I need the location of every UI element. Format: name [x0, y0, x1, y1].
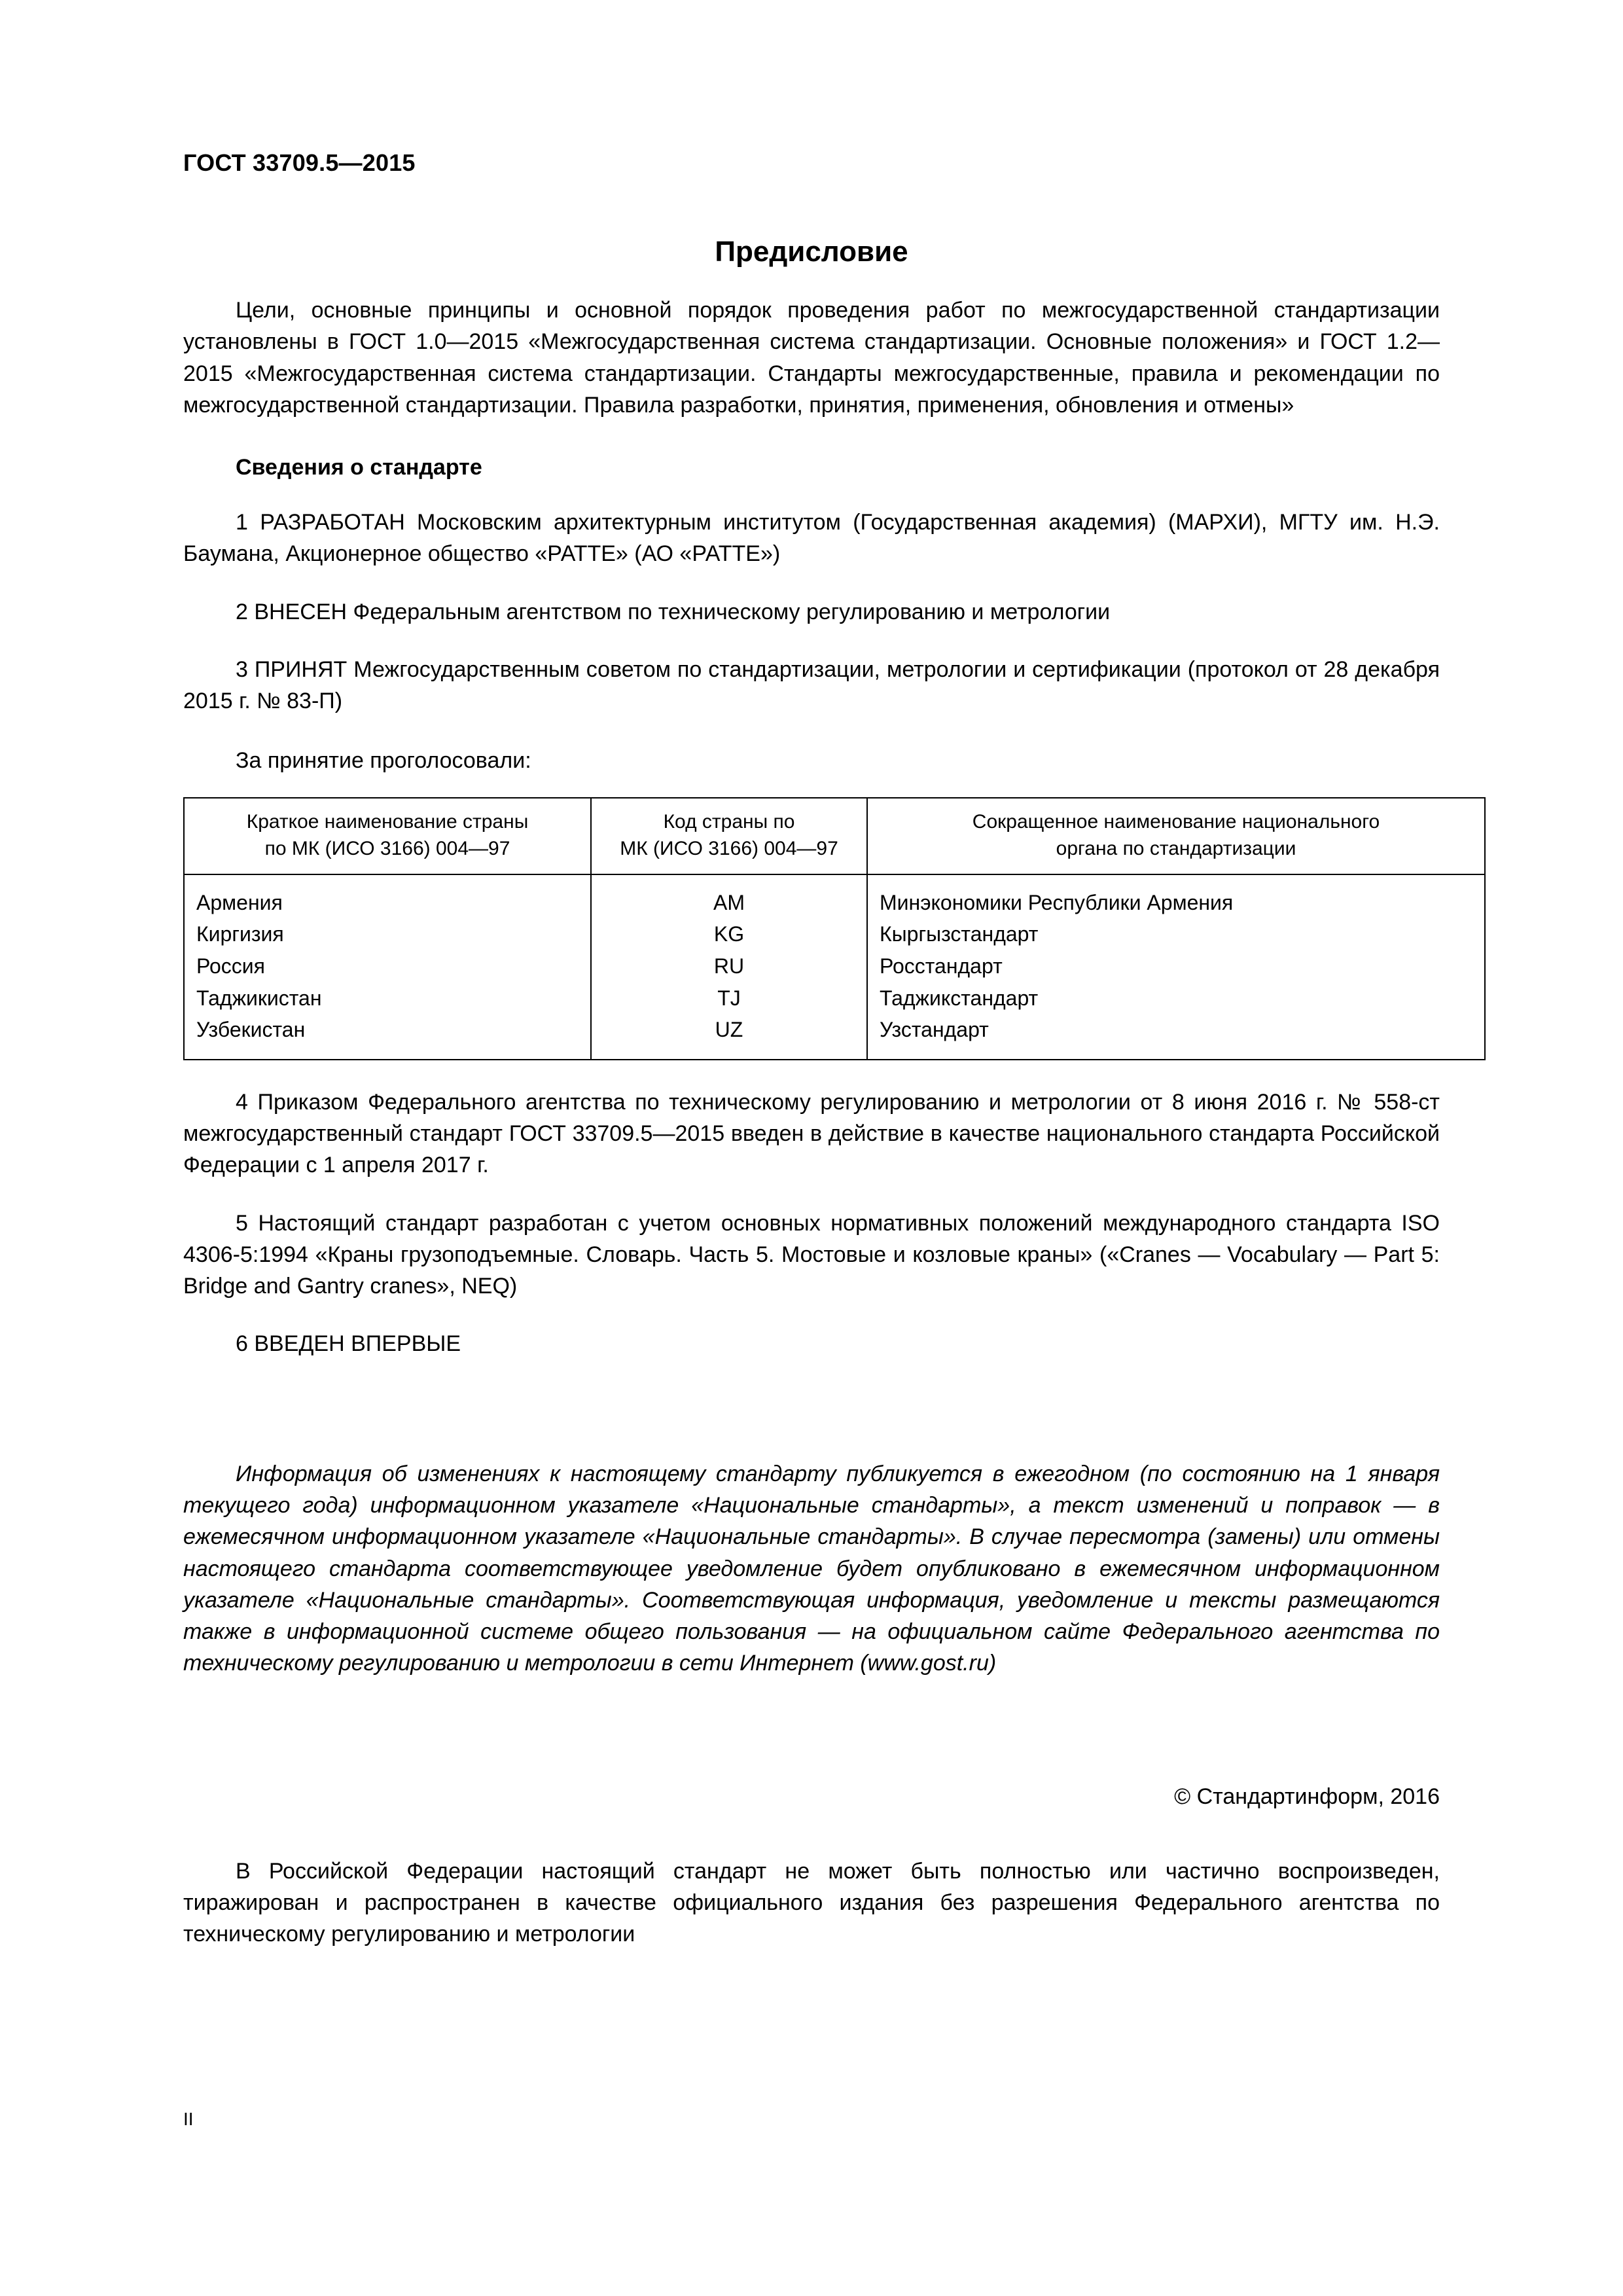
about-item-1: 1 РАЗРАБОТАН Московским архитектурным институтом (Государственная академия) (МАРХИ), МГТУ им. Н.Э. Баумана, Акционерное общество «РАТТЕ» (АО «РАТТЕ») — [183, 510, 1440, 567]
table-cell-bodies — [867, 874, 1485, 1060]
list-item: Россия — [196, 954, 265, 978]
list-item: Кыргызстандарт — [880, 922, 1039, 946]
list-item: Минэкономики Республики Армения — [880, 890, 1234, 914]
reproduction-notice: В Российской Федерации настоящий стандарт не может быть полностью или частично воспроизведен, тиражирован и распространен в качестве официального издания без разрешения Федерального агентства по техническому регулированию и метрологии — [183, 1858, 1440, 1947]
section-heading-about: Сведения о стандарте — [236, 455, 482, 480]
body-list — [868, 875, 1484, 1059]
table-cell-codes — [591, 874, 867, 1060]
table-header-code-line1: Код страны по — [663, 811, 795, 833]
table-header-country-line1: Краткое наименование страны — [246, 811, 529, 833]
list-item: Таджикистан — [196, 986, 322, 1010]
list-item: Армения — [196, 890, 283, 914]
code-list — [592, 875, 866, 1059]
table-body-row — [184, 874, 1485, 1060]
table-header-country-line2: по МК (ИСО 3166) 004—97 — [264, 837, 510, 859]
table-header-country — [184, 798, 591, 874]
table-header-body-line2: органа по стандартизации — [1056, 837, 1296, 859]
list-item: Киргизия — [196, 922, 284, 946]
table-header-code-line2: МК (ИСО 3166) 004—97 — [620, 837, 838, 859]
table-header-row — [184, 798, 1485, 874]
vote-line: За принятие проголосовали: — [236, 748, 531, 774]
about-item-6: 6 ВВЕДЕН ВПЕРВЫЕ — [236, 1331, 461, 1357]
list-item: Таджикстандарт — [880, 986, 1039, 1010]
list-item: KG — [713, 922, 745, 946]
about-item-2: 2 ВНЕСЕН Федеральным агентством по техническому регулированию и метрологии — [236, 599, 1111, 624]
table-cell-countries — [184, 874, 591, 1060]
list-item: UZ — [715, 1018, 743, 1042]
list-item: RU — [713, 954, 745, 978]
countries-table — [183, 797, 1486, 1060]
about-item-5: 5 Настоящий стандарт разработан с учетом основных нормативных положений международного стандарта ISO 4306-5:1994 «Краны грузоподъемные. Словарь. Часть 5. Мостовые и козловые краны» («Cranes — Vocabulary — Part 5: Bridge and Gantry cranes», NEQ) — [183, 1210, 1440, 1299]
changes-notice: Информация об изменениях к настоящему стандарту публикуется в ежегодном (по состоянию на 1 января текущего года) информационном указателе «Национальные стандарты», а текст изменений и поправок — в ежемесячном информационном указателе «Национальные стандарты». В случае пересмотра (замены) или отмены настоящего стандарта соответствующее уведомление будет опубликовано в ежемесячном информационном указателе «Национальные стандарты». Соответствующая информация, уведомление и тексты размещаются также в информационной системе общего пользования — на официальном сайте Федерального агентства по техническому регулированию и метрологии в сети Интернет (www.gost.ru) — [183, 1461, 1440, 1676]
standard-code-header: ГОСТ 33709.5—2015 — [183, 149, 416, 176]
country-list — [185, 875, 590, 1059]
copyright-line: © Стандартинформ, 2016 — [1174, 1784, 1440, 1809]
page-content — [183, 149, 1440, 1950]
list-item: Росстандарт — [880, 954, 1003, 978]
table-header-body — [867, 798, 1485, 874]
page-title: Предисловие — [715, 236, 908, 268]
list-item: AM — [713, 890, 745, 914]
list-item: Узстандарт — [880, 1018, 989, 1042]
about-item-4: 4 Приказом Федерального агентства по техническому регулированию и метрологии от 8 июня 2016 г. № 558-ст межгосударственный стандарт ГОСТ 33709.5—2015 введен в действие в качестве национального стандарта Российской Федерации с 1 апреля 2017 г. — [183, 1089, 1440, 1178]
table-header-code — [591, 798, 867, 874]
table-header-body-line1: Сокращенное наименование национального — [972, 811, 1380, 833]
page-number: II — [183, 2109, 194, 2129]
list-item: TJ — [717, 986, 741, 1010]
intro-paragraph: Цели, основные принципы и основной порядок проведения работ по межгосударственной стандартизации установлены в ГОСТ 1.0—2015 «Межгосударственная система стандартизации. Основные положения» и ГОСТ 1.2—2015 «Межгосударственная система стандартизации. Стандарты межгосударственные, правила и рекомендации по межгосударственной стандартизации. Правила разработки, принятия, применения, обновления и отмены» — [183, 298, 1440, 418]
about-item-3: 3 ПРИНЯТ Межгосударственным советом по стандартизации, метрологии и сертификации (протокол от 28 декабря 2015 г. № 83-П) — [183, 656, 1440, 714]
list-item: Узбекистан — [196, 1018, 306, 1042]
